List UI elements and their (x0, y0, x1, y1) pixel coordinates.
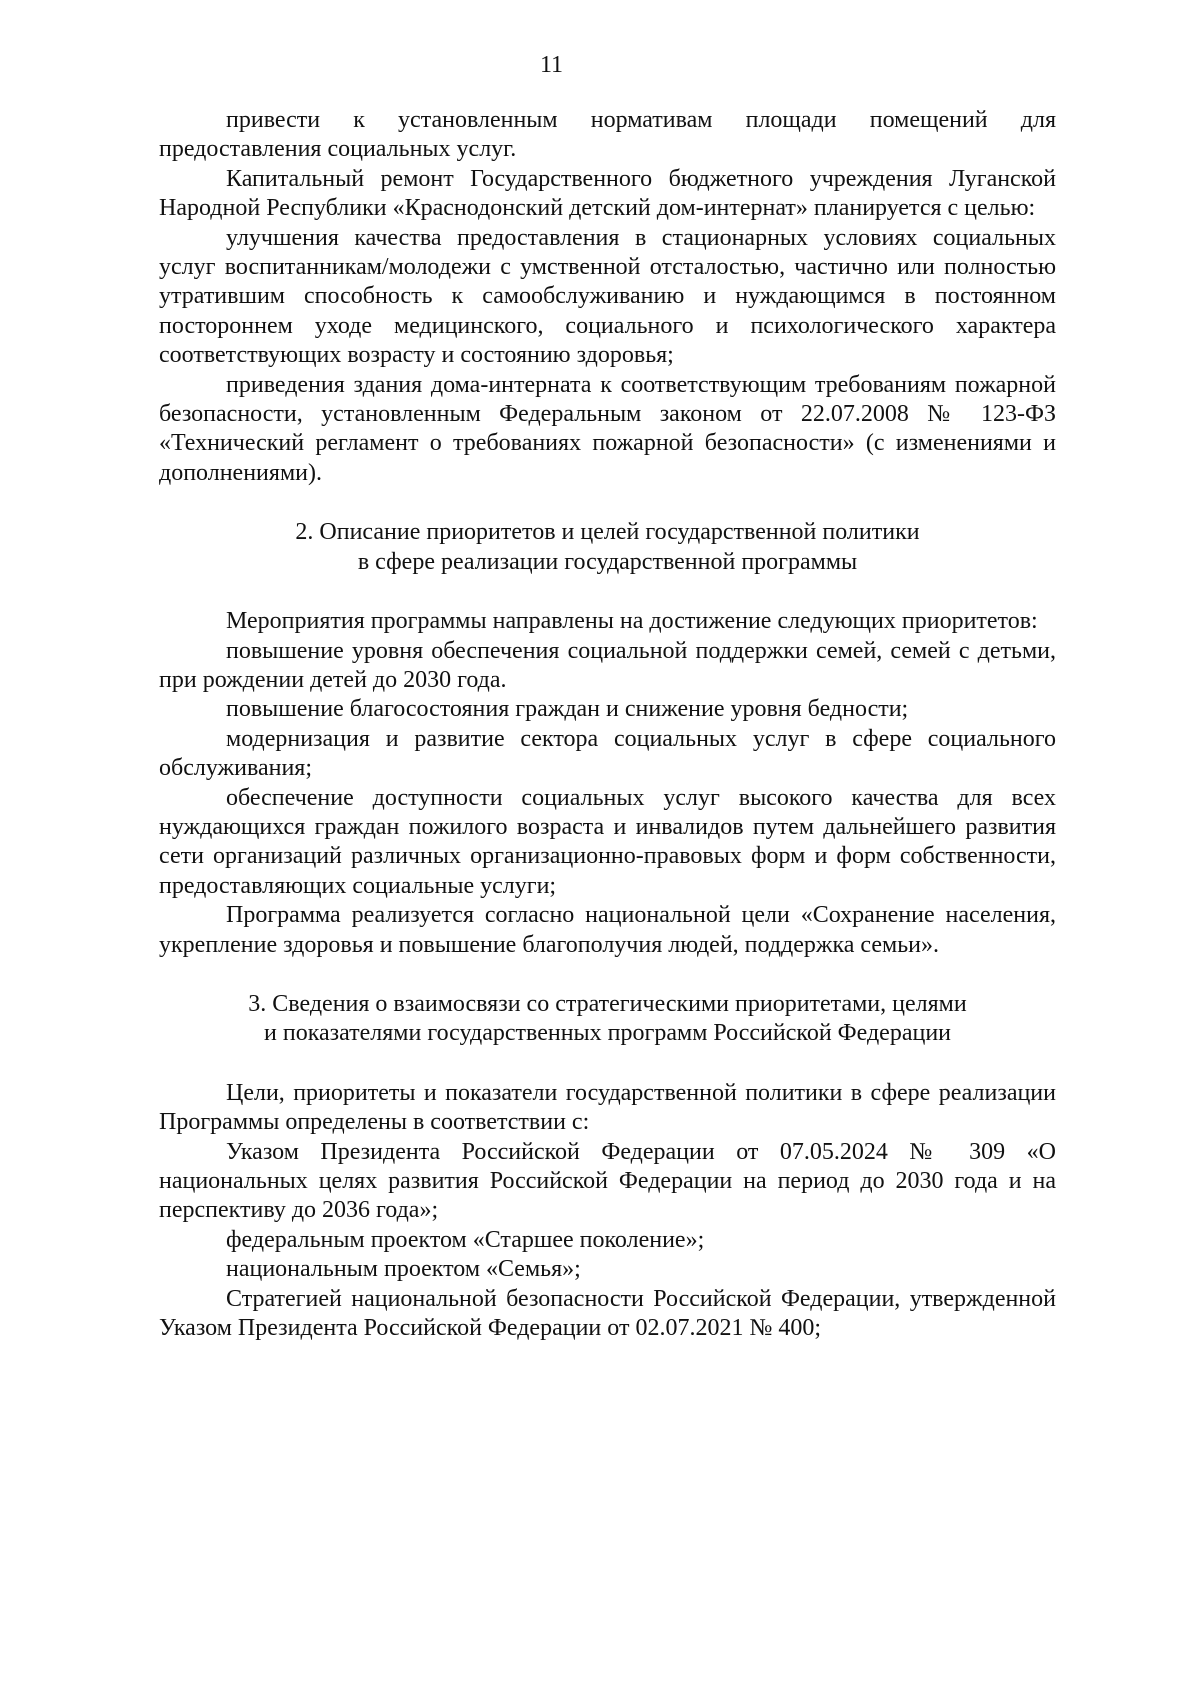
paragraph: улучшения качества предоставления в стационарных условиях социальных услуг воспитанникам/молодежи с умственной отсталостью, частично или полностью утратившим способность к самообслуживанию и нуждающимся в постоянном постороннем уходе медицинского, социального и психологического характера соответствующих возрасту и состоянию здоровья; (159, 224, 1056, 369)
section-2-heading-line-1: 2. Описание приоритетов и целей государственной политики (295, 519, 920, 546)
paragraph: федеральным проектом «Старшее поколение»; (226, 1226, 705, 1253)
paragraph: национальным проектом «Семья»; (226, 1256, 581, 1283)
document-body (159, 106, 1056, 1343)
section-2-heading-line-2: в сфере реализации государственной программы (357, 548, 858, 575)
paragraph: Мероприятия программы направлены на достижение следующих приоритетов: (226, 608, 1038, 635)
paragraph: повышение уровня обеспечения социальной поддержки семей, семей с детьми, при рождении детей до 2030 года. (159, 637, 1056, 693)
paragraph: Стратегией национальной безопасности Российской Федерации, утвержденной Указом Президента Российской Федерации от 02.07.2021 № 400; (159, 1285, 1056, 1342)
paragraph: привести к установленным нормативам площади помещений для предоставления социальных услуг. (159, 107, 1056, 163)
section-3-heading-line-1: 3. Сведения о взаимосвязи со стратегическими приоритетами, целями (248, 990, 967, 1017)
paragraph: модернизация и развитие сектора социальных услуг в сфере социального обслуживания; (159, 725, 1056, 782)
paragraph: Капитальный ремонт Государственного бюджетного учреждения Луганской Народной Республики «Краснодонский детский дом-интернат» планируется с целью: (159, 165, 1056, 222)
paragraph: приведения здания дома-интерната к соответствующим требованиям пожарной безопасности, установленным Федеральным законом от 22.07.2008 № 123-ФЗ «Технический регламент о требованиях пожарной безопасности» (с изменениями и дополнениями). (159, 371, 1056, 486)
paragraph: Указом Президента Российской Федерации от 07.05.2024 № 309 «О национальных целях развития Российской Федерации на период до 2030 года и на перспективу до 2036 года»; (159, 1138, 1056, 1224)
paragraph: повышение благосостояния граждан и снижение уровня бедности; (226, 696, 909, 723)
page-number: 11 (539, 52, 564, 78)
paragraph: обеспечение доступности социальных услуг высокого качества для всех нуждающихся граждан пожилого возраста и инвалидов путем дальнейшего развития сети организаций различных организационно-правовых форм и форм собственности, предоставляющих социальные услуги; (159, 784, 1056, 899)
section-3-heading-line-2: и показателями государственных программ Российской Федерации (264, 1020, 951, 1047)
paragraph: Цели, приоритеты и показатели государственной политики в сфере реализации Программы определены в соответствии с: (159, 1079, 1056, 1136)
paragraph: Программа реализуется согласно национальной цели «Сохранение населения, укрепление здоровья и повышение благополучия людей, поддержка семьи». (159, 902, 1056, 958)
